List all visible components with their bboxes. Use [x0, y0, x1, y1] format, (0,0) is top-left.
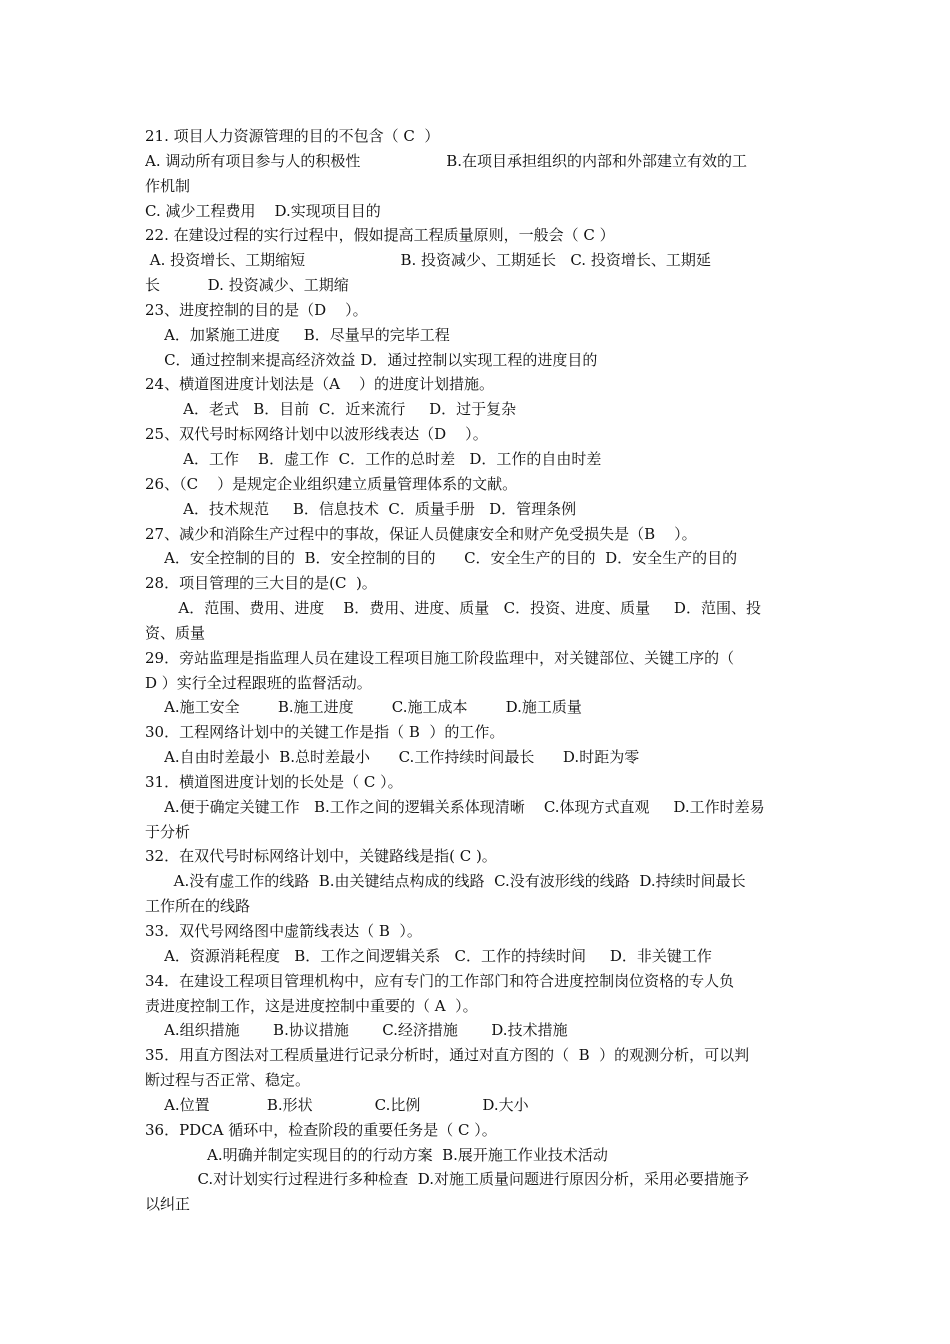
q22-options: A. 投资增长、工期缩短 B. 投资减少、工期延长 C. 投资增长、工期延 [145, 251, 711, 270]
q28-options-cont: 资、质量 [145, 623, 206, 642]
q31-options: A.便于确定关键工作 B.工作之间的逻辑关系体现清晰 C.体现方式直观 D.工作时差易 [145, 797, 765, 816]
q29-stem: 29．旁站监理是指监理人员在建设工程项目施工阶段监理中，对关键部位、关键工序的（ [145, 648, 735, 667]
q30-options: A.自由时差最小 B.总时差最小 C.工作持续时间最长 D.时距为零 [145, 748, 640, 767]
q34-stem-cont: 责进度控制工作，这是进度控制中重要的（ A ）。 [145, 996, 478, 1015]
q26-options: A．技术规范 B．信息技术 C．质量手册 D．管理条例 [145, 499, 577, 518]
q26-stem: 26、（C ）是规定企业组织建立质量管理体系的文献。 [145, 474, 518, 493]
q25-stem: 25、双代号时标网络计划中以波形线表达（D ）。 [145, 425, 488, 444]
q25-options: A．工作 B．虚工作 C．工作的总时差 D．工作的自由时差 [145, 449, 602, 468]
q24-options: A．老式 B．目前 C．近来流行 D．过于复杂 [145, 400, 517, 419]
q29-stem-cont: D ）实行全过程跟班的监督活动。 [145, 673, 372, 692]
q27-stem: 27、减少和消除生产过程中的事故，保证人员健康安全和财产免受损失是（B ）。 [145, 524, 697, 543]
q28-options: A．范围、费用、进度 B．费用、进度、质量 C．投资、进度、质量 D．范围、投 [145, 599, 761, 618]
q23-options-ab: A．加紧施工进度 B．尽量早的完毕工程 [145, 325, 450, 344]
q27-options: A．安全控制的目的 B．安全控制的目的 C．安全生产的目的 D．安全生产的目的 [145, 549, 738, 568]
q24-stem: 24、横道图进度计划法是（A ）的进度计划措施。 [145, 375, 494, 394]
q21-stem: 21. 项目人力资源管理的目的不包含（ C ） [145, 127, 440, 145]
q28-stem: 28．项目管理的三大目的是(C )。 [145, 574, 377, 593]
document-body [145, 124, 810, 1217]
q30-stem: 30．工程网络计划中的关键工作是指（ B ）的工作。 [145, 723, 505, 742]
q21-options-cont: 作机制 [145, 176, 191, 195]
q23-options-cd: C．通过控制来提高经济效益 D．通过控制以实现工程的进度目的 [145, 350, 598, 369]
q22-options-cont: 长 D. 投资减少、工期缩 [145, 276, 349, 295]
q23-stem: 23、进度控制的目的是（D ）。 [145, 300, 368, 319]
q29-options: A.施工安全 B.施工进度 C.施工成本 D.施工质量 [145, 698, 582, 717]
q33-stem: 33．双代号网络图中虚箭线表达（ B ）。 [145, 922, 422, 940]
q31-options-cont: 于分析 [145, 822, 191, 841]
q35-options: A.位置 B.形状 C.比例 D.大小 [145, 1095, 529, 1114]
q32-options: A.没有虚工作的线路 B.由关键结点构成的线路 C.没有波形线的线路 D.持续时间最长 [145, 872, 746, 891]
q22-stem: 22. 在建设过程的实行过程中，假如提高工程质量原则，一般会（ C ） [145, 226, 615, 245]
q21-options: A. 调动所有项目参与人的积极性 B.在项目承担组织的内部和外部建立有效的工 [145, 151, 747, 170]
q35-stem: 35．用直方图法对工程质量进行记录分析时，通过对直方图的（ B ）的观测分析，可以判 [145, 1046, 750, 1065]
q36-options-cont: 以纠正 [145, 1195, 191, 1214]
q34-options: A.组织措施 B.协议措施 C.经济措施 D.技术措施 [145, 1021, 568, 1040]
q36-stem: 36．PDCA 循环中，检查阶段的重要任务是（ C ）。 [145, 1120, 497, 1139]
q35-stem-cont: 断过程与否正常、稳定。 [145, 1071, 311, 1090]
q36-options-cd: C.对计划实行过程进行多种检查 D.对施工质量问题进行原因分析，采用必要措施予 [145, 1170, 749, 1189]
q36-options-ab: A.明确并制定实现目的的行动方案 B.展开施工作业技术活动 [145, 1145, 608, 1164]
q34-stem: 34．在建设工程项目管理机构中，应有专门的工作部门和符合进度控制岗位资格的专人负 [145, 971, 735, 990]
q32-options-cont: 工作所在的线路 [145, 897, 251, 916]
q33-options: A．资源消耗程度 B．工作之间逻辑关系 C．工作的持续时间 D．非关键工作 [145, 946, 712, 965]
q32-stem: 32．在双代号时标网络计划中，关键路线是指( C )。 [145, 847, 497, 866]
q21-options-cd: C. 减少工程费用 D.实现项目目的 [145, 201, 381, 220]
q31-stem: 31．横道图进度计划的长处是（ C ）。 [145, 772, 403, 791]
